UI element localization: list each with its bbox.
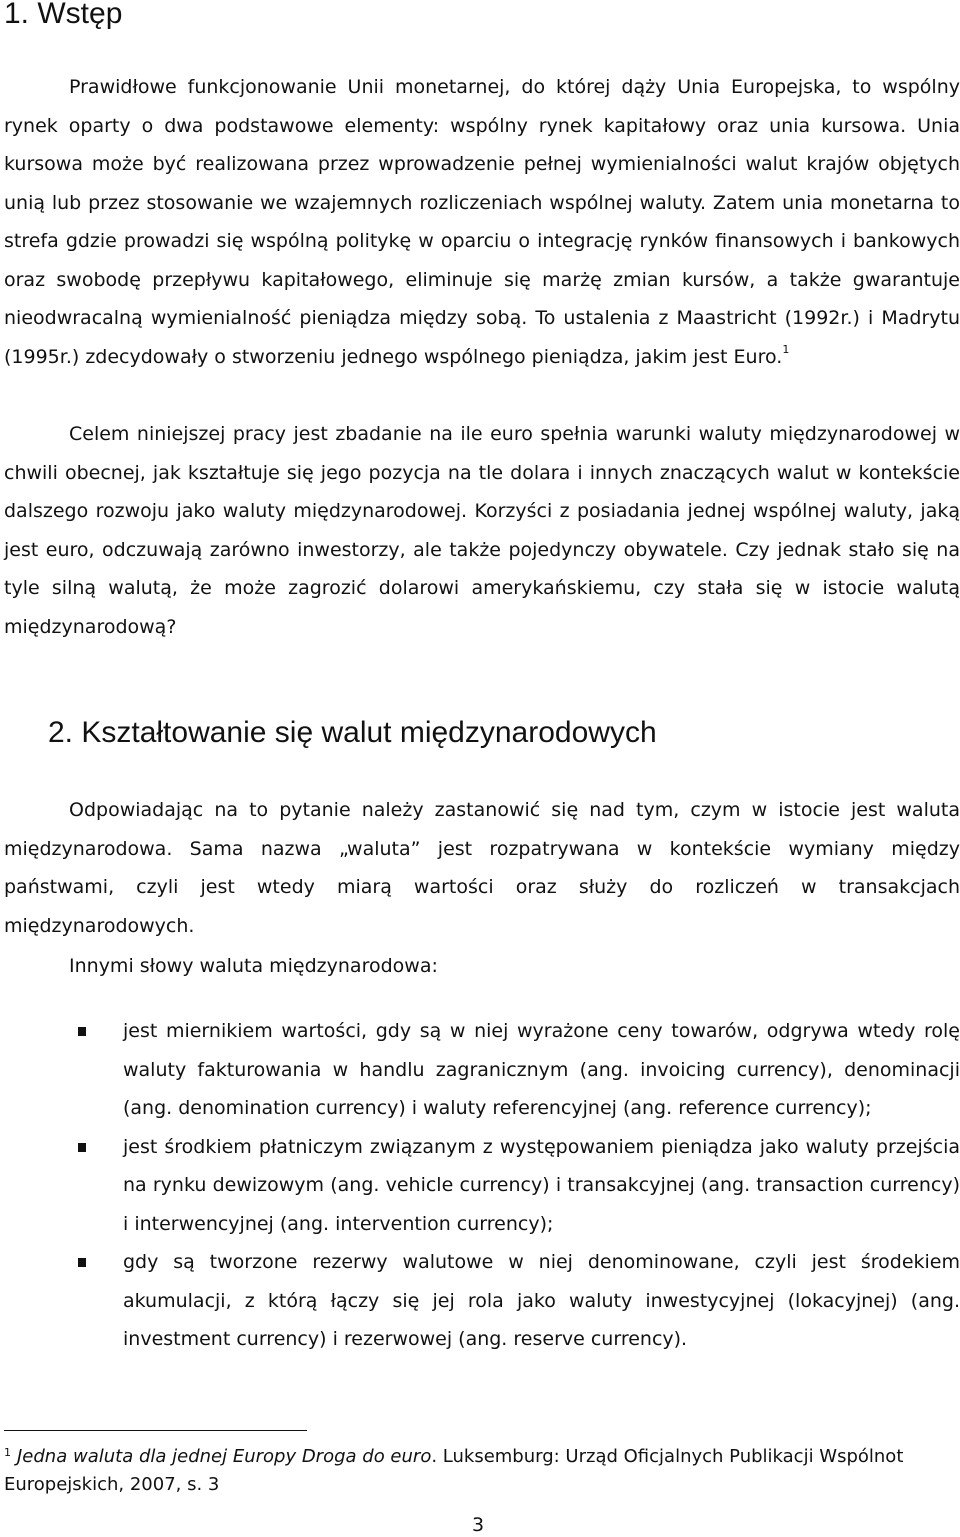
list-item-text: jest miernikiem wartości, gdy są w niej wyrażone ceny towarów, odgrywa wtedy rolę waluty fakturowania w handlu zagranicznym (ang. invoicing currency), denominacji (ang. denomination currency) i waluty referencyjnej (ang. reference currency);: [123, 1020, 960, 1119]
intro-paragraph-1: [4, 68, 960, 376]
section2-paragraph-1: Odpowiadając na to pytanie należy zastanowić się nad tym, czym w istocie jest waluta międzynarodowa. Sama nazwa „waluta” jest rozpatrywana w kontekście wymiany między państwami, czyli jest wtedy miarą wartości oraz służy do rozliczeń w transakcjach międzynarodowych.: [4, 799, 960, 937]
list-item-text: jest środkiem płatniczym związanym z występowaniem pieniądza jako waluty przejścia na rynku dewizowym (ang. vehicle currency) i transakcyjnej (ang. transaction currency) i interwencyjnej (ang. intervention currency);: [123, 1135, 960, 1235]
square-bullet-icon: [78, 1143, 86, 1152]
footnote-marker: 1: [4, 1446, 11, 1459]
currency-functions-list: [0, 1012, 960, 1359]
list-item: [0, 1012, 960, 1128]
square-bullet-icon: [78, 1027, 86, 1036]
section-heading-international-currencies: 2. Kształtowanie się walut międzynarodowych: [48, 716, 657, 749]
intro-paragraph-1-text: Prawidłowe funkcjonowanie Unii monetarnej, do której dąży Unia Europejska, to wspólny rynek oparty o dwa podstawowe elementy: wspólny rynek kapitałowy oraz unia kursowa. Unia kursowa może być realizowana przez wprowadzenie pełnej wymienialności walut krajów objętych unią lub przez stosowanie we wzajemnych rozliczeniach wspólnej waluty. Zatem unia monetarna to strefa gdzie prowadzi się wspólną politykę w oparciu o integrację rynków finansowych i bankowych oraz swobodę przepływu kapitałowego, eliminuje się marżę zmian kursów, a także gwarantuje nieodwracalną wymienialność pieniądza między sobą. To ustalenia z Maastricht (1992r.) i Madrytu (1995r.) zdecydowały o stworzeniu jednego wspólnego pieniądza, jakim jest Euro.: [4, 76, 960, 368]
list-item: [0, 1243, 960, 1359]
page-number: 3: [472, 1514, 485, 1536]
footnote-details: . Luksemburg: Urząd Oficjalnych Publikacji Wspólnot Europejskich, 2007, s. 3: [4, 1446, 904, 1495]
section-heading-introduction: 1. Wstęp: [4, 0, 123, 30]
intro-paragraph-2: Celem niniejszej pracy jest zbadanie na ile euro spełnia warunki waluty międzynarodowej w chwili obecnej, jak kształtuje się jego pozycja na tle dolara i innych znaczących walut w kontekście dalszego rozwoju jako waluty międzynarodowej. Korzyści z posiadania jednej wspólnej waluty, jaką jest euro, odczuwają zarówno inwestorzy, ale także pojedynczy obywatele. Czy jednak stało się na tyle silną walutą, że może zagrozić dolarowi amerykańskiemu, czy stała się w istocie walutą międzynarodową?: [4, 423, 960, 638]
list-item: [0, 1128, 960, 1244]
footnote-title: Jedna waluta dla jednej Europy Droga do euro: [17, 1446, 432, 1467]
footnote-reference[interactable]: 1: [782, 343, 790, 357]
footnote: [4, 1444, 954, 1498]
section2-paragraph-2: Innymi słowy waluta międzynarodowa:: [69, 955, 438, 977]
square-bullet-icon: [78, 1258, 86, 1267]
list-item-text: gdy są tworzone rezerwy walutowe w niej denominowane, czyli jest środekiem akumulacji, z którą łączy się jej rola jako waluty inwestycyjnej (lokacyjnej) (ang. investment currency) i rezerwowej (ang. reserve currency).: [123, 1251, 960, 1350]
footnote-separator: [4, 1430, 307, 1431]
